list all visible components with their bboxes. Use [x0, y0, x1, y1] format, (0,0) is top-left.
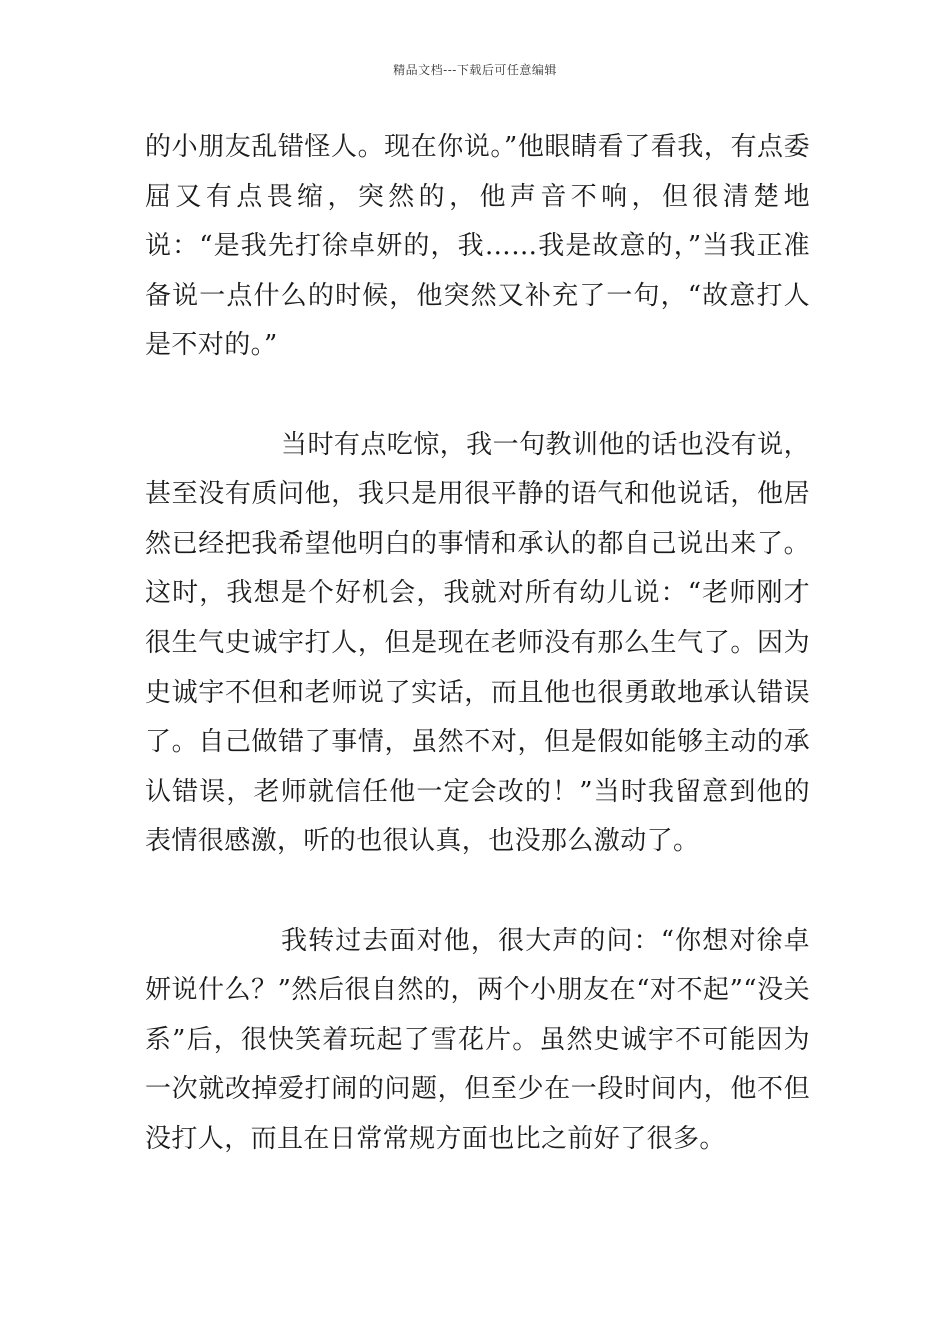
paragraph-2: 当时有点吃惊，我一句教训他的话也没有说，甚至没有质问他，我只是用很平静的语气和他说话，他居然已经把我希望他明白的事情和承认的都自己说出来了。这时，我想是个好机会，我就对所有幼儿说：“老师刚才很生气史诚宇打人，但是现在老师没有那么生气了。因为史诚宇不但和老师说了实话，而且他也很勇敢地承认错误了。自己做错了事情，虽然不对，但是假如能够主动的承认错误，老师就信任他一定会改的！”当时我留意到他的表情很感激，听的也很认真，也没那么激动了。	[145, 429, 810, 857]
paragraph-1: 的小朋友乱错怪人。现在你说。”他眼睛看了看我，有点委屈又有点畏缩，突然的，他声音不响，但很清楚地说：“是我先打徐卓妍的，我……我是故意的，”当我正准备说一点什么的时候，他突然又补充了一句，“故意打人是不对的。”	[145, 132, 810, 361]
paragraph-spacer	[145, 867, 810, 917]
document-body	[145, 123, 810, 1164]
paragraph-spacer	[145, 371, 810, 421]
paragraph-3: 我转过去面对他，很大声的问：“你想对徐卓妍说什么？”然后很自然的，两个小朋友在“对不起”“没关系”后，很快笑着玩起了雪花片。虽然史诚宇不可能因为一次就改掉爱打闹的问题，但至少在一段时间内，他不但没打人，而且在日常常规方面也比之前好了很多。	[145, 925, 810, 1154]
page-header: 精品文档---下载后可任意编辑	[393, 63, 557, 77]
